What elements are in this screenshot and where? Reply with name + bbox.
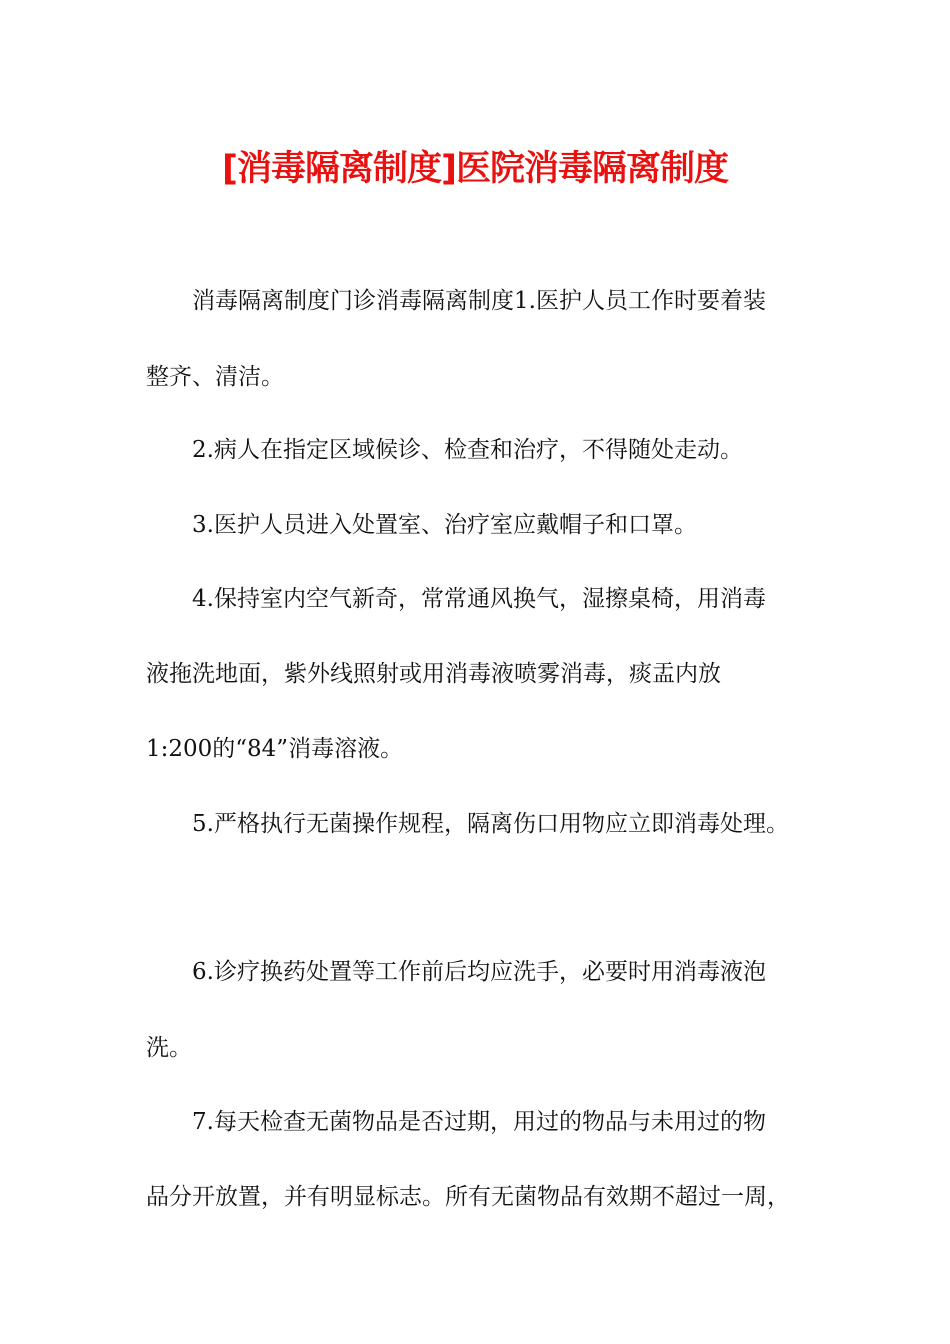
paragraph-line: 洗。 [146, 1035, 192, 1061]
paragraph-line: 品分开放置，并有明显标志。所有无菌物品有效期不超过一周， [146, 1184, 790, 1210]
document-title: [消毒隔离制度]医院消毒隔离制度 [222, 149, 728, 189]
paragraph-line: 消毒隔离制度门诊消毒隔离制度1.医护人员工作时要着装 [192, 288, 766, 314]
paragraph-line: 1:200的“84”消毒溶液。 [146, 736, 404, 762]
paragraph-line: 3.医护人员进入处置室、治疗室应戴帽子和口罩。 [192, 512, 697, 538]
paragraph-line: 4.保持室内空气新奇，常常通风换气，湿擦桌椅，用消毒 [192, 586, 766, 612]
paragraph-line: 液拖洗地面，紫外线照射或用消毒液喷雾消毒，痰盂内放 [146, 661, 721, 687]
paragraph-line: 5.严格执行无菌操作规程，隔离伤口用物应立即消毒处理。 [192, 811, 789, 837]
paragraph-line: 2.病人在指定区域候诊、检查和治疗，不得随处走动。 [192, 437, 743, 463]
paragraph-line: 整齐、清洁。 [146, 364, 284, 390]
paragraph-line: 6.诊疗换药处置等工作前后均应洗手，必要时用消毒液泡 [192, 959, 766, 985]
paragraph-line: 7.每天检查无菌物品是否过期，用过的物品与未用过的物 [192, 1109, 766, 1135]
